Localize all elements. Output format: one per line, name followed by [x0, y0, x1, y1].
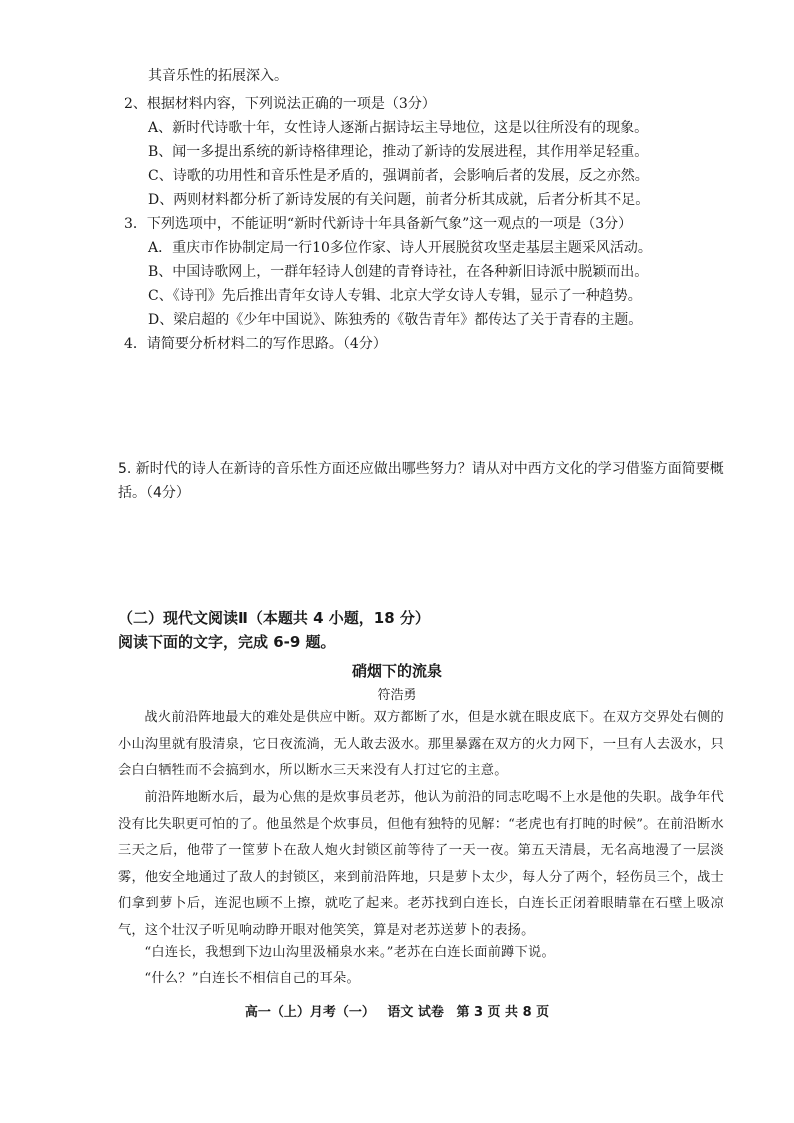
question-2-option-c: C、诗歌的功用性和音乐性是矛盾的，强调前者，会影响后者的发展，反之亦然。	[148, 168, 649, 184]
article-paragraph: “什么？”白连长不相信自己的耳朵。	[144, 971, 360, 986]
question-3-stem: 3．下列选项中，不能证明“新时代新诗十年具备新气象”这一观点的一项是（3分）	[124, 216, 633, 232]
question-4-stem: 4．请简要分析材料二的写作思路。（4分）	[124, 336, 387, 352]
article-title: 硝烟下的流泉	[351, 662, 442, 680]
footer-subject: 语文 试卷	[387, 1005, 444, 1020]
question-3-option-b: B、中国诗歌网上，一群年轻诗人创建的青脊诗社，在各种新旧诗派中脱颖而出。	[148, 264, 649, 280]
question-2-option-a: A、新时代诗歌十年，女性诗人逐渐占据诗坛主导地位，这是以往所没有的现象。	[148, 120, 649, 136]
footer-exam: 高一（上）月考（一）	[244, 1005, 375, 1020]
question-5-line-1: 5. 新时代的诗人在新诗的音乐性方面还应做出哪些努力？请从对中西方文化的学习借鉴方面简要概	[118, 461, 724, 477]
article-paragraph: 前沿阵地断水后，最为心焦的是炊事员老苏，他认为前沿的同志吃喝不上水是他的失职。战争年代没有比失职更可怕的了。他虽然是个炊事员，但他有独特的见解：“老虎也有打盹的时候”。在前沿断水三天之后，他带了一筐萝卜在敌人炮火封锁区前等待了一天一夜。第五天清晨，无名高地漫了一层淡雾，他安全地通过了敌人的封锁区，来到前沿阵地，只是萝卜太少，每人分了两个，轻伤员三个，战士们拿到萝卜后，连泥也顾不上擦，就吃了起来。老苏找到白连长，白连长正闭着眼睛靠在石壁上吸凉气，这个壮汉子听见响动睁开眼对他笑笑，算是对老苏送萝卜的表扬。	[118, 790, 724, 938]
page-footer	[0, 1001, 794, 1020]
question-3-option-a: A．重庆市作协制定局一行10多位作家、诗人开展脱贫攻坚走基层主题采风活动。	[148, 240, 652, 256]
section-heading: （二）现代文阅读Ⅱ（本题共 4 小题，18 分）	[118, 609, 430, 627]
section-instruction: 阅读下面的文字，完成 6-9 题。	[118, 633, 336, 651]
article-author: 符浩勇	[377, 688, 417, 703]
footer-page-number: 第 3 页 共 8 页	[456, 1005, 550, 1020]
article-paragraph: 战火前沿阵地最大的难处是供应中断。双方都断了水，但是水就在眼皮底下。在双方交界处右侧的小山沟里就有股清泉，它日夜流淌，无人敢去汲水。那里暴露在双方的火力网下，一旦有人去汲水，只会白白牺牲而不会搞到水，所以断水三天来没有人打过它的主意。	[118, 710, 724, 779]
article-paragraph: “白连长，我想到下边山沟里汲桶泉水来。”老苏在白连长面前蹲下说。	[144, 945, 555, 960]
question-2-option-b: B、闻一多提出系统的新诗格律理论，推动了新诗的发展进程，其作用举足轻重。	[148, 144, 649, 160]
question-2-option-d: D、两则材料都分析了新诗发展的有关问题，前者分析其成就，后者分析其不足。	[148, 192, 650, 208]
question-5-line-2: 括。（4分）	[118, 485, 190, 501]
question-3-option-c: C、《诗刊》先后推出青年女诗人专辑、北京大学女诗人专辑，显示了一种趋势。	[148, 288, 642, 304]
question-2-stem: 2、根据材料内容，下列说法正确的一项是（3分）	[124, 96, 436, 112]
previous-fragment: 其音乐性的拓展深入。	[148, 68, 288, 84]
question-3-option-d: D、梁启超的《少年中国说》、陈独秀的《敬告青年》都传达了关于青春的主题。	[148, 312, 643, 328]
